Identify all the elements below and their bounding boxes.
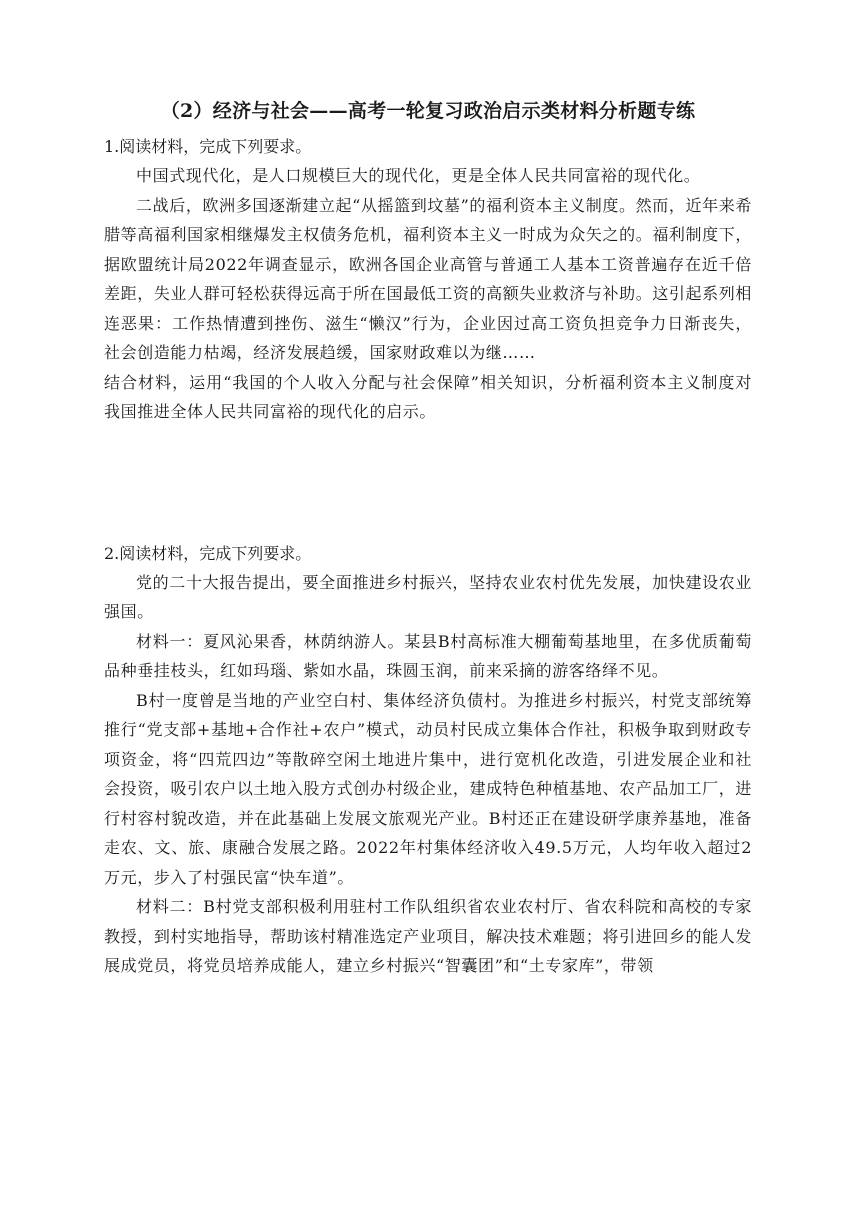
question-1 [104,132,752,427]
question-2 [104,539,752,981]
question-1-paragraph: 中国式现代化，是人口规模巨大的现代化，更是全体人民共同富裕的现代化。 [136,166,701,185]
question-2-paragraph: 材料二：B村党支部积极利用驻村工作队组织省农业农村厅、省农科院和高校的专家教授，到村实地指导，帮助该村精准选定产业项目，解决技术难题；将引进回乡的能人发展成党员，将党员培养成能人，建立乡村振兴“智囊团”和“土专家库”，带领 [104,897,752,975]
question-1-paragraph: 二战后，欧洲多国逐渐建立起“从摇篮到坟墓”的福利资本主义制度。然而，近年来希腊等高福利国家相继爆发主权债务危机，福利资本主义一时成为众矢之的。福利制度下，据欧盟统计局2022年调查显示，欧洲各国企业高管与普通工人基本工资普遍存在近千倍差距，失业人群可轻松获得远高于所在国最低工资的高额失业救济与补助。这引起系列相连恶果：工作热情遭到挫伤、滋生“懒汉”行为，企业因过高工资负担竞争力日渐丧失，社会创造能力枯竭，经济发展趋缓，国家财政难以为继…… [104,195,752,362]
question-1-heading: 1.阅读材料，完成下列要求。 [104,137,312,156]
question-2-heading: 2.阅读材料，完成下列要求。 [104,543,312,563]
document-page [104,96,752,981]
question-2-paragraph: 党的二十大报告提出，要全面推进乡村振兴，坚持农业农村优先发展，加快建设农业强国。 [104,572,752,621]
question-2-paragraph: B村一度曾是当地的产业空白村、集体经济负债村。为推进乡村振兴，村党支部统筹推行“党支部+基地+合作社+农户”模式，动员村民成立集体合作社，积极争取到财政专项资金，将“四荒四边”等散碎空闲土地进片集中，进行宽机化改造，引进发展企业和社会投资，吸引农户以土地入股方式创办村级企业，建成特色种植基地、农产品加工厂，进行村容村貌改造，并在此基础上发展文旅观光产业。B村还正在建设研学康养基地，准备走农、文、旅、康融合发展之路。2022年村集体经济收入49.5万元，人均年收入超过2万元，步入了村强民富“快车道”。 [104,690,752,887]
question-1-task: 结合材料，运用“我国的个人收入分配与社会保障”相关知识，分析福利资本主义制度对我国推进全体人民共同富裕的现代化的启示。 [104,372,752,421]
document-title: （2）经济与社会——高考一轮复习政治启示类材料分析题专练 [160,100,696,122]
answer-space [104,427,752,539]
question-2-paragraph: 材料一：夏风沁果香，林荫纳游人。某县B村高标准大棚葡萄基地里，在多优质葡萄品种垂挂枝头，红如玛瑙、紫如水晶，珠圆玉润，前来采摘的游客络绎不见。 [104,631,752,680]
